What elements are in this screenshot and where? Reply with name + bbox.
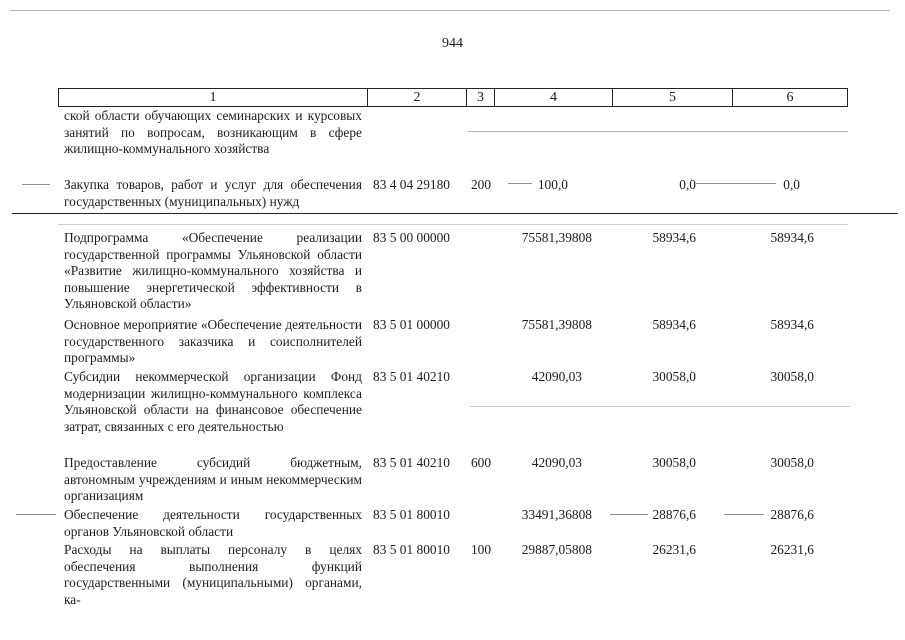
row-description: Обеспечение деятельности государственных органов Ульяновской области — [64, 507, 362, 539]
row-code: 83 5 00 00000 — [373, 230, 450, 245]
column-header-3: 3 — [477, 90, 484, 105]
row-code: 83 5 01 80010 — [373, 542, 450, 557]
header-divider — [847, 88, 848, 107]
row-code: 83 5 01 40210 — [373, 455, 450, 470]
row-value-col6: 58934,6 — [770, 230, 814, 245]
row-value-col4: 33491,36808 — [521, 507, 592, 522]
row-expense-type: 100 — [470, 542, 492, 557]
row-value-col5: 30058,0 — [652, 369, 696, 384]
scan-artifact-line — [22, 184, 50, 185]
row-value-col5: 26231,6 — [652, 542, 696, 557]
row-value-col4: 29887,05808 — [521, 542, 592, 557]
row-code: 83 5 01 80010 — [373, 507, 450, 522]
column-header-2: 2 — [413, 90, 421, 105]
row-value-col5: 28876,6 — [652, 507, 696, 522]
scan-artifact-line — [10, 10, 890, 11]
column-header-1: 1 — [209, 90, 217, 105]
row-value-col4: 100,0 — [537, 177, 568, 192]
row-code: 83 5 01 00000 — [373, 317, 450, 332]
row-value-col5: 30058,0 — [652, 455, 696, 470]
row-expense-type: 200 — [470, 177, 492, 192]
row-description: ской области обучающих семинарских и курсовых занятий по вопросам, возникающим в сфере жилищно-коммунального хозяйства — [64, 108, 362, 156]
scan-artifact-line — [58, 224, 848, 225]
section-separator-line — [12, 213, 898, 214]
row-expense-type: 600 — [470, 455, 492, 470]
row-value-col5: 0,0 — [679, 177, 696, 192]
row-description: Основное мероприятие «Обеспечение деятельности государственного заказчика и соисполнителей программы» — [64, 317, 362, 365]
row-value-col6: 30058,0 — [770, 369, 814, 384]
row-code: 83 4 04 29180 — [373, 177, 450, 192]
row-value-col4: 75581,39808 — [521, 230, 592, 245]
column-header-4: 4 — [550, 90, 557, 105]
row-value-col6: 26231,6 — [770, 542, 814, 557]
row-description: Расходы на выплаты персоналу в целях обеспечения выполнения функций государственными (муниципальными) органами, ка- — [64, 542, 362, 607]
row-value-col4: 42090,03 — [531, 455, 582, 470]
scan-artifact-line — [468, 131, 848, 132]
row-description: Закупка товаров, работ и услуг для обеспечения государственных (муниципальных) нужд — [64, 177, 362, 209]
row-value-col4: 42090,03 — [531, 369, 582, 384]
row-value-col5: 58934,6 — [652, 317, 696, 332]
column-header-6: 6 — [786, 90, 794, 105]
row-description: Подпрограмма «Обеспечение реализации государственной программы Ульяновской области «Развитие жилищно-коммунального хозяйства и повышение энергетической эффективности в Ульяновской области» — [64, 230, 362, 311]
row-value-col4: 75581,39808 — [521, 317, 592, 332]
row-value-col6: 0,0 — [783, 177, 800, 192]
row-value-col5: 58934,6 — [652, 230, 696, 245]
column-header-5: 5 — [669, 90, 676, 105]
row-description: Предоставление субсидий бюджетным, автономным учреждениям и иным некоммерческим организациям — [64, 455, 362, 503]
row-description: Субсидии некоммерческой организации Фонд модернизации жилищно-коммунального комплекса Ульяновской области на финансовое обеспечение затрат, связанных с его деятельностью — [64, 369, 362, 434]
row-value-col6: 30058,0 — [770, 455, 814, 470]
row-value-col6: 28876,6 — [770, 507, 814, 522]
scan-artifact-line — [16, 514, 56, 515]
scan-artifact-line — [470, 406, 850, 407]
row-code: 83 5 01 40210 — [373, 369, 450, 384]
page-number: 944 — [442, 36, 463, 51]
row-value-col6: 58934,6 — [770, 317, 814, 332]
